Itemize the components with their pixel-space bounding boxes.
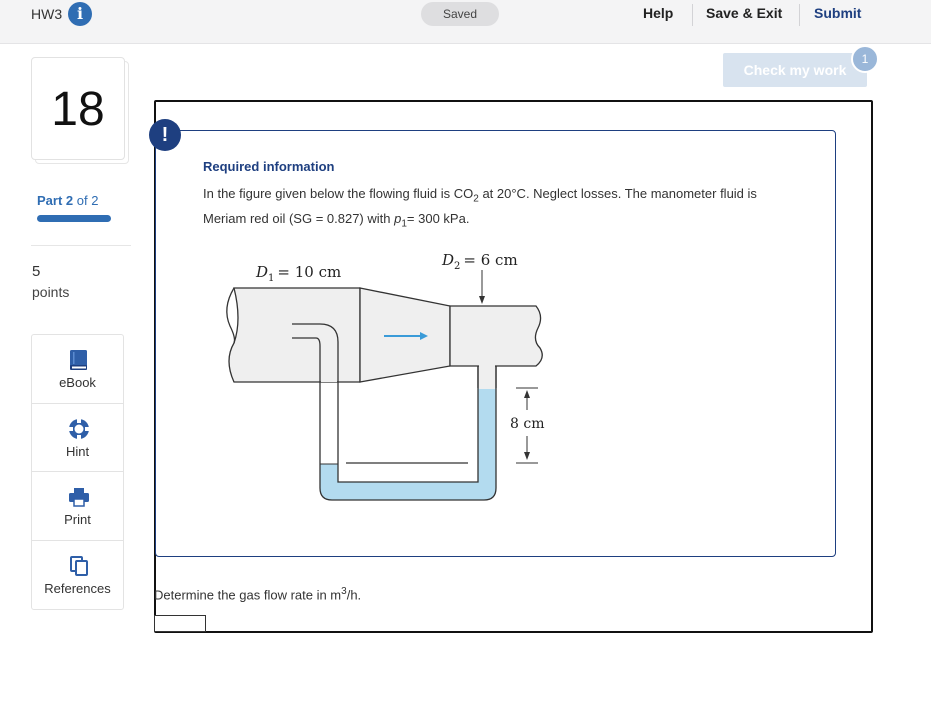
tools-panel <box>31 334 124 610</box>
copy-icon <box>68 555 90 577</box>
part-indicator <box>37 193 98 208</box>
text-segment: Meriam red oil (SG = 0.827) with <box>203 210 395 226</box>
save-exit-button[interactable]: Save & Exit <box>706 5 783 21</box>
part-total: of 2 <box>76 193 99 208</box>
required-info-title: Required information <box>203 159 335 174</box>
print-button[interactable] <box>32 472 123 541</box>
required-info-text <box>203 184 803 233</box>
points-value: 5 <box>32 263 41 280</box>
question-number: 18 <box>31 57 125 160</box>
text-segment: at 20°C. Neglect losses. The manometer fluid is <box>478 186 757 201</box>
lifebuoy-icon <box>68 418 90 440</box>
variable: p <box>394 210 402 226</box>
text-segment: Determine the gas flow rate in m <box>154 587 342 603</box>
tool-label: Hint <box>65 443 90 459</box>
d1-label: $D_1 = 10$ cm <box>256 263 342 284</box>
subscript: 1 <box>401 218 407 230</box>
d2-label: $D_2 = 6$ cm <box>442 251 518 272</box>
ebook-button[interactable] <box>32 335 123 404</box>
answer-input[interactable] <box>154 615 206 632</box>
submit-button[interactable]: Submit <box>814 5 862 21</box>
divider <box>692 4 693 26</box>
assignment-title: HW3 <box>31 6 63 22</box>
text-segment: /h. <box>346 587 362 603</box>
alert-icon: ! <box>149 119 181 151</box>
hint-button[interactable] <box>32 404 123 473</box>
check-my-work-button[interactable]: Check my work <box>723 53 867 87</box>
manometer-fluid <box>320 388 496 500</box>
subscript: 2 <box>473 193 479 205</box>
tool-label: eBook <box>59 375 96 390</box>
venturi-manometer-figure <box>220 248 560 508</box>
throat-pipe <box>450 306 542 366</box>
text-segment: = 300 kPa. <box>406 210 470 226</box>
text-segment: In the figure given below the flowing fluid is CO <box>203 186 474 201</box>
check-attempts-badge: 1 <box>851 45 879 73</box>
top-bar <box>0 0 931 44</box>
printer-icon <box>68 486 90 508</box>
points-label: points <box>32 284 70 300</box>
part-progress-bar <box>37 215 111 222</box>
superscript: 3 <box>341 586 347 597</box>
divider <box>799 4 800 26</box>
part-number: Part 2 <box>37 193 74 208</box>
inlet-pipe <box>229 288 360 382</box>
question-prompt <box>154 586 361 602</box>
tool-label: References <box>44 580 111 596</box>
info-icon[interactable]: i <box>68 2 92 26</box>
help-button[interactable]: Help <box>643 5 674 21</box>
saved-status-badge: Saved <box>421 2 499 26</box>
height-label: 8 cm <box>510 416 545 432</box>
divider <box>31 245 131 246</box>
tool-label: Print <box>64 512 91 527</box>
book-icon <box>68 349 90 371</box>
references-button[interactable] <box>32 541 123 610</box>
